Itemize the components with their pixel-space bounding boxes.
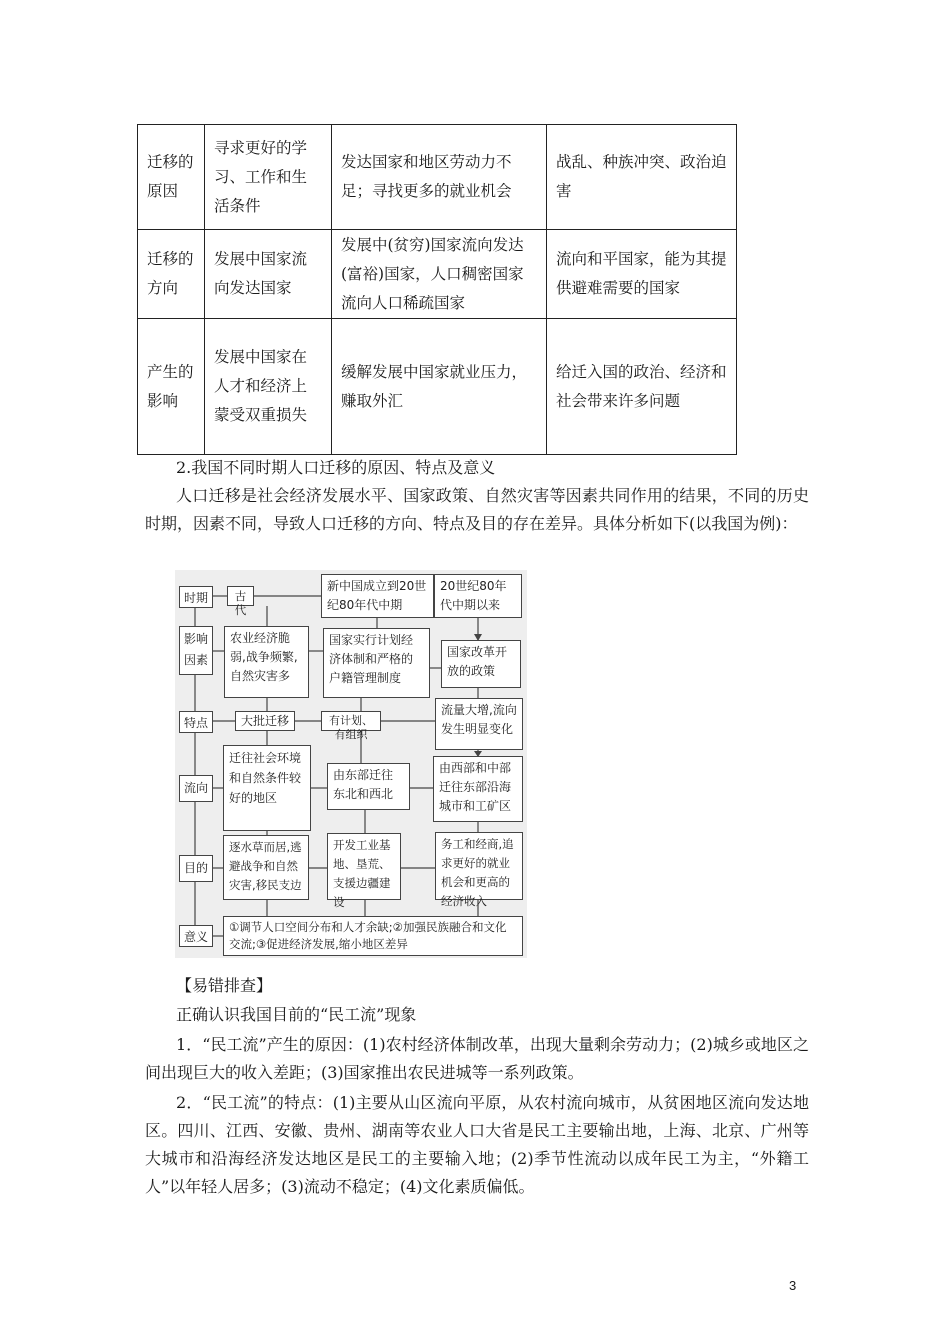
table-row [138, 319, 737, 455]
ancient-period: 古代 [227, 586, 254, 606]
mistakes-paragraph-1: 1．“民工流”产生的原因：(1)农村经济体制改革，出现大量剩余劳动力；(2)城乡或地区之间出现巨大的收入差距；(3)国家推出农民进城等一系列政策。 [145, 1035, 809, 1082]
reform-period: 20世纪80年代中期以来 [434, 574, 522, 618]
ancient-direction: 迁往社会环境和自然条件较好的地区 [223, 745, 311, 831]
meaning-box: ①调节人口空间分布和人才余缺;②加强民族融合和文化交流;③促进经济发展,缩小地区差异 [223, 916, 523, 956]
row-header: 迁移的方向 [138, 230, 205, 319]
label-purpose: 目的 [179, 855, 213, 882]
table-row [138, 125, 737, 230]
intro-paragraph: 人口迁移是社会经济发展水平、国家政策、自然灾害等因素共同作用的结果，不同的历史时期，因素不同，导致人口迁移的方向、特点及目的存在差异。具体分析如下(以我国为例)： [145, 486, 809, 533]
migration-comparison-table [137, 124, 737, 455]
label-period: 时期 [179, 586, 213, 608]
table-row [138, 230, 737, 319]
row-header: 产生的影响 [138, 319, 205, 455]
table-cell: 发展中(贫穷)国家流向发达(富裕)国家，人口稠密国家流向人口稀疏国家 [332, 230, 547, 319]
reform-purpose: 务工和经商,追求更好的就业机会和更高的经济收入 [435, 832, 523, 900]
section-heading: 2.我国不同时期人口迁移的原因、特点及意义 [176, 458, 496, 477]
mistakes-title: 【易错排查】 [176, 976, 273, 995]
page-number: 3 [789, 1278, 797, 1293]
table-cell: 战乱、种族冲突、政治迫害 [547, 125, 737, 230]
early-prc-purpose: 开发工业基地、垦荒、支援边疆建设 [327, 833, 401, 900]
early-prc-factor: 国家实行计划经济体制和严格的户籍管理制度 [323, 628, 430, 698]
mistakes-subtitle: 正确认识我国目前的“民工流”现象 [176, 1005, 417, 1024]
early-prc-feature: 有计划、有组织 [321, 711, 381, 731]
label-feature: 特点 [179, 711, 213, 733]
ancient-factor: 农业经济脆弱,战争频繁,自然灾害多 [224, 626, 309, 698]
ancient-purpose: 逐水草而居,逃避战争和自然灾害,移民支边 [223, 835, 309, 900]
migration-flow-diagram [175, 570, 527, 958]
table-cell: 给迁入国的政治、经济和社会带来许多问题 [547, 319, 737, 455]
label-direction: 流向 [179, 775, 213, 802]
early-prc-direction: 由东部迁往东北和西北 [327, 763, 410, 810]
table-cell: 流向和平国家，能为其提供避难需要的国家 [547, 230, 737, 319]
early-prc-period: 新中国成立到20世纪80年代中期 [321, 574, 434, 618]
reform-factor: 国家改革开放的政策 [441, 640, 521, 688]
label-factor: 影响因素 [179, 626, 213, 675]
label-meaning: 意义 [179, 925, 213, 947]
ancient-feature: 大批迁移 [235, 711, 295, 731]
table-cell: 寻求更好的学习、工作和生活条件 [205, 125, 332, 230]
table-cell: 发展中国家在人才和经济上蒙受双重损失 [205, 319, 332, 455]
table-cell: 缓解发展中国家就业压力，赚取外汇 [332, 319, 547, 455]
table-cell: 发达国家和地区劳动力不足；寻找更多的就业机会 [332, 125, 547, 230]
mistakes-paragraph-2: 2．“民工流”的特点：(1)主要从山区流向平原，从农村流向城市，从贫困地区流向发达地区。四川、江西、安徽、贵州、湖南等农业人口大省是民工主要输出地，上海、北京、广州等大城市和沿海经济发达地区是民工的主要输入地；(2)季节性流动以成年民工为主，“外籍工人”以年轻人居多；(3)流动不稳定；(4)文化素质偏低。 [145, 1093, 809, 1196]
table-cell: 发展中国家流向发达国家 [205, 230, 332, 319]
reform-feature: 流量大增,流向发生明显变化 [435, 698, 523, 750]
row-header: 迁移的原因 [138, 125, 205, 230]
reform-direction: 由西部和中部迁往东部沿海城市和工矿区 [433, 756, 523, 822]
